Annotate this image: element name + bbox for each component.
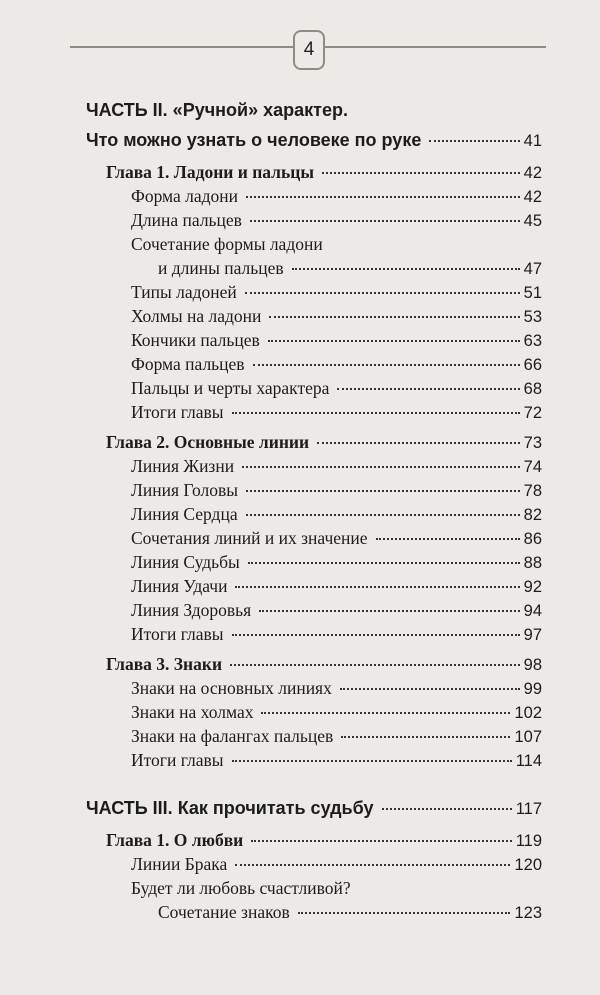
entry-title: Холмы на ладони (131, 306, 262, 326)
entry-title: Глава 2. Основные линии (106, 432, 310, 452)
toc-entry-line1[interactable]: Сочетание формы ладони (131, 234, 323, 254)
toc-entry[interactable] (131, 551, 542, 574)
entry-page: 97 (523, 626, 542, 644)
toc-entry-part3[interactable] (86, 797, 542, 820)
leader-dots (245, 292, 520, 294)
entry-page: 107 (514, 728, 542, 746)
entry-page: 73 (523, 434, 542, 452)
leader-dots (248, 562, 520, 564)
entry-page: 74 (523, 458, 542, 476)
page-number-badge (293, 30, 325, 70)
toc-entry[interactable] (131, 701, 542, 724)
entry-page: 47 (523, 260, 542, 278)
entry-page: 68 (523, 380, 542, 398)
leader-dots (250, 220, 520, 222)
entry-title: Кончики пальцев (131, 330, 260, 350)
part2-heading: ЧАСТЬ II. «Ручной» характер. (86, 100, 348, 120)
leader-dots (235, 864, 510, 866)
toc-entry[interactable] (131, 503, 542, 526)
entry-title: Пальцы и черты характера (131, 378, 330, 398)
toc-entry[interactable] (131, 479, 542, 502)
entry-title: Линия Сердца (131, 504, 238, 524)
leader-dots (341, 736, 510, 738)
entry-title: Линия Судьбы (131, 552, 240, 572)
leader-dots (292, 268, 520, 270)
entry-title: Глава 1. О любви (106, 830, 244, 850)
entry-page: 92 (523, 578, 542, 596)
entry-title: Сочетания линий и их значение (131, 528, 368, 548)
toc-entry[interactable] (131, 377, 542, 400)
toc-entry-chapter[interactable] (106, 829, 542, 852)
toc-entry[interactable] (131, 401, 542, 424)
entry-page: 123 (514, 904, 542, 922)
toc-entry[interactable] (131, 353, 542, 376)
toc-entry[interactable] (131, 185, 542, 208)
toc-entry[interactable] (131, 527, 542, 550)
leader-dots (232, 634, 520, 636)
toc-entry[interactable] (131, 455, 542, 478)
leader-dots (230, 664, 520, 666)
entry-title: Линии Брака (131, 854, 228, 874)
entry-page: 72 (523, 404, 542, 422)
entry-title: Знаки на холмах (131, 702, 254, 722)
entry-title: Знаки на фалангах пальцев (131, 726, 334, 746)
entry-title: Что можно узнать о человеке по руке (86, 130, 422, 150)
leader-dots (235, 586, 519, 588)
entry-title: Линия Жизни (131, 456, 235, 476)
leader-dots (317, 442, 520, 444)
entry-title: Линия Удачи (131, 576, 228, 596)
toc-entry[interactable] (131, 281, 542, 304)
entry-page: 117 (515, 800, 542, 818)
leader-dots (376, 538, 520, 540)
leader-dots (246, 490, 520, 492)
entry-title: Сочетание знаков (158, 902, 290, 922)
toc-entry-line1[interactable]: Будет ли любовь счастливой? (131, 878, 351, 898)
leader-dots (232, 412, 520, 414)
leader-dots (269, 316, 519, 318)
entry-page: 63 (523, 332, 542, 350)
leader-dots (246, 196, 520, 198)
page-number: 4 (303, 39, 315, 60)
entry-page: 42 (523, 188, 542, 206)
entry-title: Длина пальцев (131, 210, 242, 230)
toc-entry[interactable] (131, 209, 542, 232)
entry-page: 42 (523, 164, 542, 182)
entry-title: ЧАСТЬ III. Как прочитать судьбу (86, 798, 374, 818)
leader-dots (298, 912, 511, 914)
entry-page: 53 (523, 308, 542, 326)
entry-title: Итоги главы (131, 402, 224, 422)
leader-dots (246, 514, 520, 516)
entry-title: и длины пальцев (158, 258, 284, 278)
toc-entry[interactable] (131, 329, 542, 352)
entry-page: 45 (523, 212, 542, 230)
entry-title: Итоги главы (131, 624, 224, 644)
toc-entry[interactable] (131, 853, 542, 876)
toc-entry[interactable] (131, 305, 542, 328)
entry-page: 102 (514, 704, 542, 722)
entry-page: 120 (514, 856, 542, 874)
toc-entry[interactable] (131, 623, 542, 646)
leader-dots (382, 808, 512, 810)
leader-dots (253, 364, 520, 366)
entry-title: Линия Головы (131, 480, 238, 500)
toc-entry[interactable] (131, 725, 542, 748)
toc-entry-chapter[interactable] (106, 161, 542, 184)
entry-page: 41 (523, 132, 542, 150)
toc-entry[interactable] (131, 749, 542, 772)
toc-entry[interactable] (131, 677, 542, 700)
leader-dots (232, 760, 512, 762)
leader-dots (251, 840, 511, 842)
leader-dots (268, 340, 520, 342)
toc-entry[interactable] (158, 257, 542, 280)
entry-page: 114 (515, 752, 542, 770)
leader-dots (242, 466, 520, 468)
toc-entry[interactable] (131, 575, 542, 598)
entry-page: 119 (515, 832, 542, 850)
toc-entry-chapter[interactable] (106, 653, 542, 676)
entry-page: 82 (523, 506, 542, 524)
leader-dots (322, 172, 520, 174)
entry-page: 88 (523, 554, 542, 572)
entry-page: 78 (523, 482, 542, 500)
entry-page: 99 (523, 680, 542, 698)
entry-title: Знаки на основных линиях (131, 678, 332, 698)
entry-title: Глава 3. Знаки (106, 654, 223, 674)
entry-title: Форма пальцев (131, 354, 245, 374)
entry-title: Типы ладоней (131, 282, 237, 302)
entry-page: 66 (523, 356, 542, 374)
entry-page: 86 (523, 530, 542, 548)
toc-entry[interactable] (131, 599, 542, 622)
toc-entry[interactable] (158, 901, 542, 924)
entry-title: Линия Здоровья (131, 600, 252, 620)
leader-dots (337, 388, 519, 390)
leader-dots (259, 610, 519, 612)
entry-page: 51 (523, 284, 542, 302)
entry-title: Глава 1. Ладони и пальцы (106, 162, 315, 182)
toc-entry-chapter[interactable] (106, 431, 542, 454)
toc-entry-part2[interactable] (86, 129, 542, 152)
leader-dots (340, 688, 520, 690)
entry-page: 94 (523, 602, 542, 620)
leader-dots (261, 712, 510, 714)
entry-title: Форма ладони (131, 186, 239, 206)
leader-dots (429, 140, 519, 142)
entry-page: 98 (523, 656, 542, 674)
entry-title: Итоги главы (131, 750, 224, 770)
